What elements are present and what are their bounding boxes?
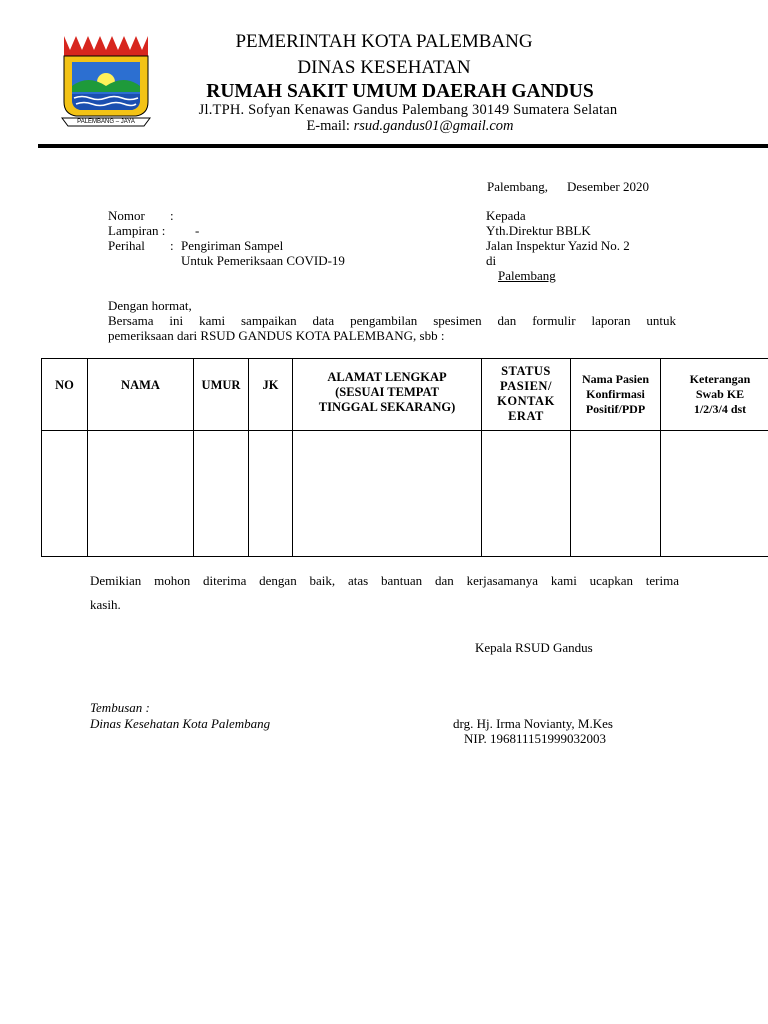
perihal-line2: Untuk Pemeriksaan COVID-19 <box>181 253 345 268</box>
closing-line2: kasih. <box>90 597 121 612</box>
cell-umur <box>194 431 249 557</box>
status-header-line4: ERAT <box>508 409 544 423</box>
recipient-city: Palembang <box>498 268 556 283</box>
specimen-table <box>41 358 768 557</box>
cell-konfirmasi <box>571 431 661 557</box>
lampiran-label: Lampiran : <box>108 223 166 238</box>
table-row <box>42 431 768 557</box>
status-header-line1: STATUS <box>501 364 551 378</box>
email-address: rsud.gandus01@gmail.com <box>353 118 514 134</box>
keterangan-header-line3: 1/2/3/4 dst <box>693 402 747 416</box>
alamat-header-line3: TINGGAL SEKARANG) <box>318 400 456 414</box>
perihal-separator: : <box>170 238 174 253</box>
meta-nomor <box>108 208 174 224</box>
header-hospital-name: RUMAH SAKIT UMUM DAERAH GANDUS <box>206 81 594 102</box>
signature-nip: NIP. 196811151999032003 <box>464 731 607 746</box>
status-header-line3: KONTAK <box>497 394 555 408</box>
cell-keterangan <box>661 431 768 557</box>
header-department: DINAS KESEHATAN <box>297 57 471 78</box>
alamat-header-line1: ALAMAT LENGKAP <box>327 370 447 384</box>
header-address: Jl.TPH. Sofyan Kenawas Gandus Palembang 30149 Sumatera Selatan <box>198 102 618 118</box>
nomor-label: Nomor <box>108 208 145 223</box>
email-label: E-mail: <box>306 118 354 134</box>
table-header-row <box>42 359 768 431</box>
col-header-umur: UMUR <box>194 359 249 431</box>
col-header-nama: NAMA <box>88 359 194 431</box>
recipient-yth: Yth.Direktur BBLK <box>486 223 591 238</box>
konfirmasi-header-line2: Konfirmasi <box>586 387 645 401</box>
meta-lampiran <box>108 223 200 239</box>
col-header-jk: JK <box>249 359 293 431</box>
cell-status <box>482 431 571 557</box>
perihal-label: Perihal <box>108 238 145 253</box>
col-header-keterangan <box>661 359 768 431</box>
konfirmasi-header-line3: Positif/PDP <box>585 402 646 416</box>
cell-jk <box>249 431 293 557</box>
date-month-year: Desember 2020 <box>567 179 649 194</box>
col-header-konfirmasi <box>571 359 661 431</box>
greeting: Dengan hormat, <box>108 298 192 313</box>
header-divider <box>38 144 768 148</box>
nomor-separator: : <box>170 208 174 223</box>
body-paragraph-line2: pemeriksaan dari RSUD GANDUS KOTA PALEMBANG, sbb : <box>108 328 445 343</box>
col-header-status <box>482 359 571 431</box>
cell-nama <box>88 431 194 557</box>
col-header-no: NO <box>42 359 88 431</box>
date-city: Palembang, <box>487 179 549 194</box>
cell-alamat <box>293 431 482 557</box>
col-header-alamat <box>293 359 482 431</box>
status-header-line2: PASIEN/ <box>500 379 552 393</box>
recipient-address: Jalan Inspektur Yazid No. 2 <box>486 238 630 253</box>
keterangan-header-line2: Swab KE <box>695 387 745 401</box>
alamat-header-line2: (SESUAI TEMPAT <box>335 385 439 399</box>
konfirmasi-header-line1: Nama Pasien <box>582 372 649 386</box>
signature-name: drg. Hj. Irma Novianty, M.Kes <box>453 716 613 731</box>
tembusan-item: Dinas Kesehatan Kota Palembang <box>90 716 271 731</box>
lampiran-value: - <box>195 223 200 238</box>
keterangan-header-line1: Keterangan <box>689 372 751 386</box>
meta-perihal <box>108 238 284 254</box>
tembusan-label: Tembusan : <box>90 700 150 715</box>
body-paragraph-line1: Bersama ini kami sampaikan data pengambilan spesimen dan formulir laporan untuk <box>108 313 676 328</box>
recipient-kepada: Kepada <box>486 208 526 223</box>
cell-no <box>42 431 88 557</box>
closing-line1: Demikian mohon diterima dengan baik, atas bantuan dan kerjasamanya kami ucapkan terima <box>90 573 679 588</box>
signature-title: Kepala RSUD Gandus <box>475 640 593 655</box>
recipient-di: di <box>486 253 497 268</box>
perihal-line1: Pengiriman Sampel <box>181 238 284 253</box>
header-email <box>0 118 768 135</box>
letter-date <box>487 179 649 195</box>
logo-ribbon-text: PALEMBANG – JAYA <box>77 119 135 125</box>
header-government: PEMERINTAH KOTA PALEMBANG <box>235 31 533 52</box>
